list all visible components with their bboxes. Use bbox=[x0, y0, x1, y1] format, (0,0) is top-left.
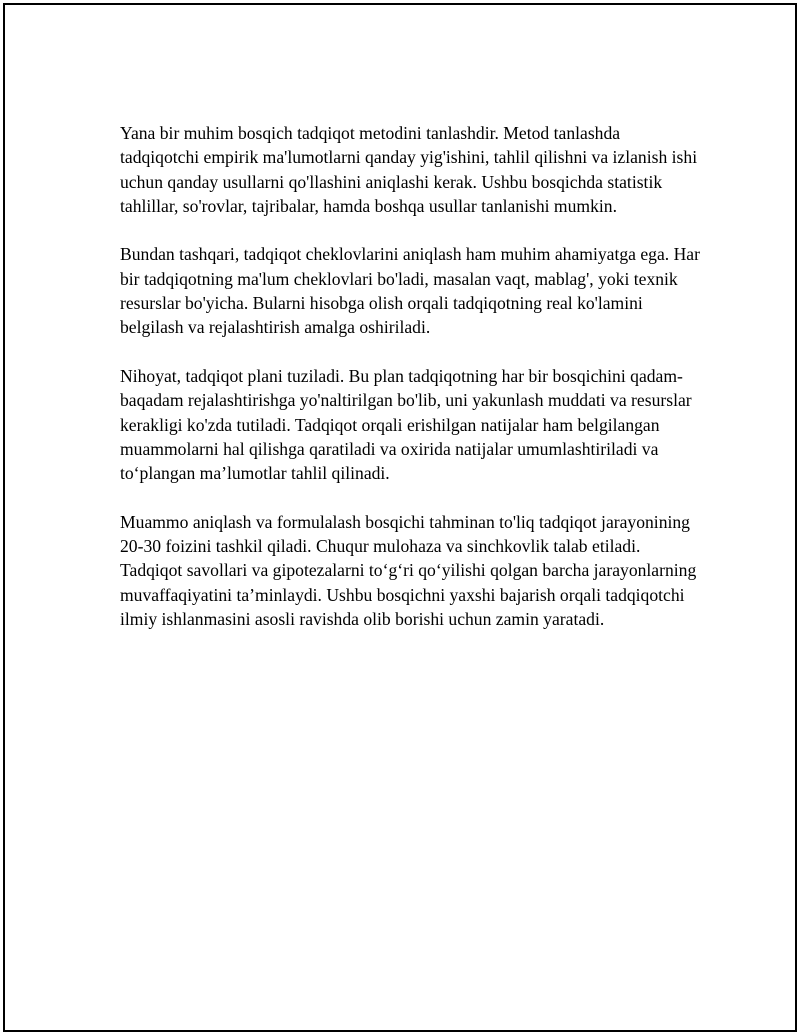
paragraph-method-selection: Yana bir muhim bosqich tadqiqot metodini tanlashdir. Metod tanlashda tadqiqotchi empirik ma'lumotlarni qanday yig'ishini, tahlil qilishni va izlanish ishi uchun qanday usullarni qo'llashini aniqlashi kerak. Ushbu bosqichda statistik tahlillar, so'rovlar, tajribalar, hamda boshqa usullar tanlanishi mumkin. bbox=[120, 123, 698, 216]
paragraph-research-limitations: Bundan tashqari, tadqiqot cheklovlarini aniqlash ham muhim ahamiyatga ega. Har bir tadqiqotning ma'lum cheklovlari bo'ladi, masalan vaqt, mablag', yoki texnik resurslar bo'yicha. Bularni hisobga olish orqali tadqiqotning real ko'lamini belgilash va rejalashtirish amalga oshiriladi. bbox=[120, 244, 700, 338]
paragraph-research-plan: Nihoyat, tadqiqot plani tuziladi. Bu plan tadqiqotning har bir bosqichini qadam-baqadam rejalashtirishga yo'naltirilgan bo'lib, uni yakunlash muddati va resurslar kerakligi ko'zda tutiladi. Tadqiqot orqali erishilgan natijalar ham belgilangan muammolarni hal qilishga qaratiladi va oxirida natijalar umumlashtiriladi va to‘plangan ma’lumotlar tahlil qilinadi. bbox=[120, 365, 692, 484]
paragraph-problem-formulation: Muammo aniqlash va formulalash bosqichi tahminan to'liq tadqiqot jarayonining 20-30 foizini tashkil qiladi. Chuqur mulohaza va sinchkovlik talab etiladi. Tadqiqot savollari va gipotezalarni to‘g‘ri qo‘yilishi qolgan barcha jarayonlarning muvaffaqiyatini ta’minlaydi. Ushbu bosqichni yaxshi bajarish orqali tadqiqotchi ilmiy ishlanmasini asosli ravishda olib borishi uchun zamin yaratadi. bbox=[120, 511, 697, 629]
document-body bbox=[120, 121, 700, 631]
document-page bbox=[3, 3, 797, 1032]
